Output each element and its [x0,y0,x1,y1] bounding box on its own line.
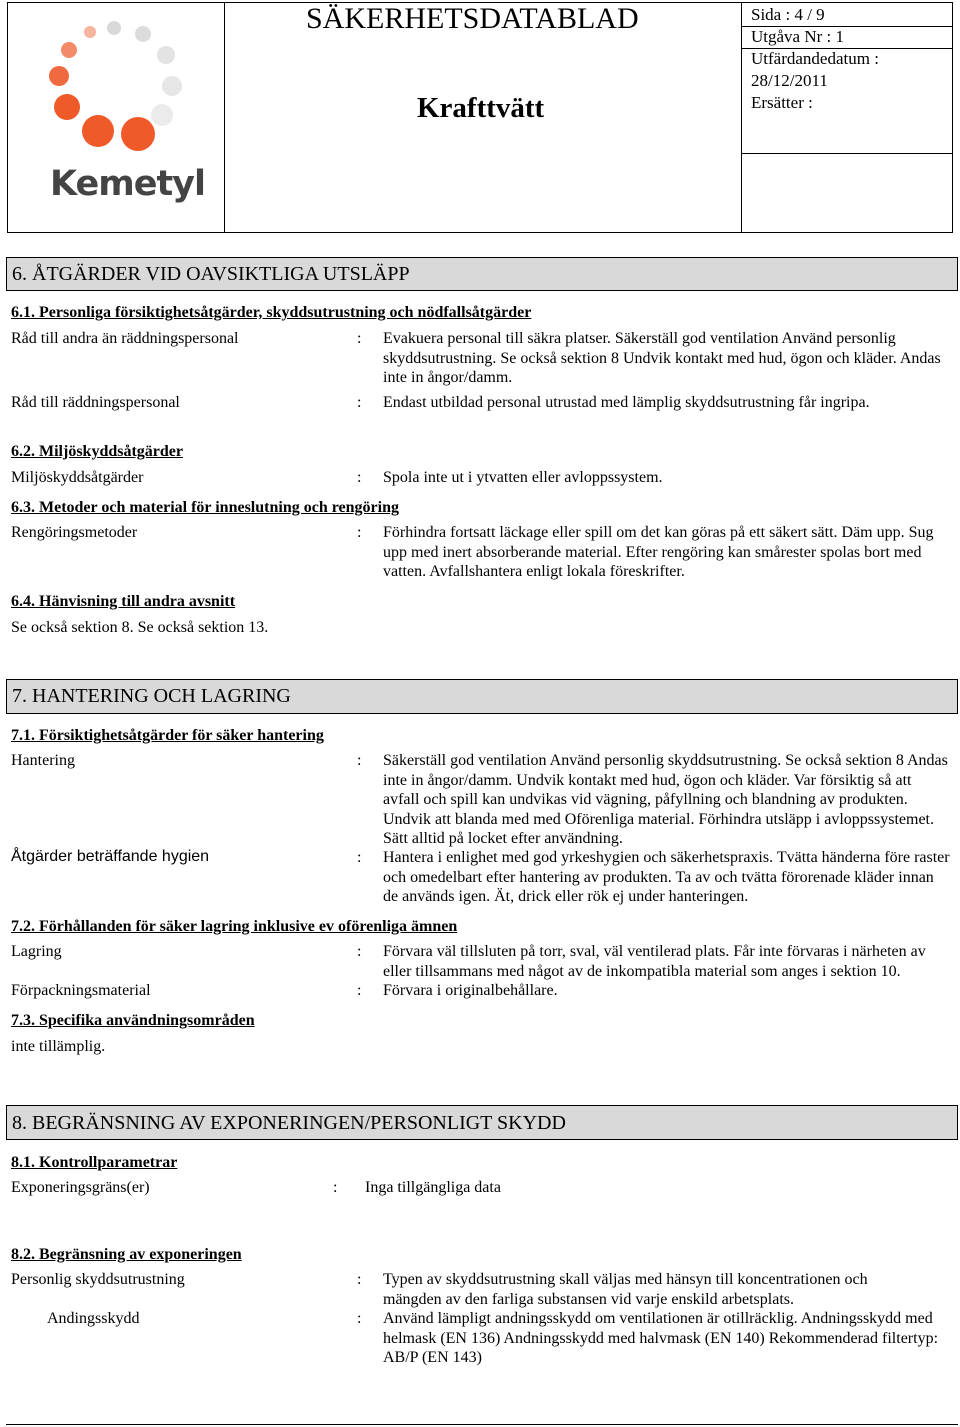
field-colon: : [357,849,362,866]
section-7-title: 7. HANTERING OCH LAGRING [12,685,291,707]
field-label: Miljöskyddsåtgärder [11,469,144,486]
usage-text: inte tillämplig. [11,1038,106,1055]
footer-divider [6,1424,958,1425]
product-name: Krafttvätt [417,92,545,124]
section-6-title: 6. ÅTGÄRDER VID OAVSIKTLIGA UTSLÄPP [12,263,410,285]
field-colon: : [357,394,362,411]
field-value: Typen av skyddsutrustning skall väljas med hänsyn till koncentrationen och mängden av den farliga substansen vid varje enskild arbetsplats. [383,1271,868,1308]
field-label: Rengöringsmetoder [11,524,138,541]
field-colon: : [357,752,362,769]
subsection-6-2-title: 6.2. Miljöskyddsåtgärder [11,443,183,460]
field-value: Förvara väl tillsluten på torr, sval, väl ventilerad plats. Får inte förvaras i närheten av eller tillsammans med något av de inkompatibla material som anges i sektion 10. [383,943,926,980]
field-colon: : [357,1271,362,1288]
field-value: Använd lämpligt andningsskydd om ventilationen är otillräcklig. Andningsskydd med helmask (EN 136) Andningsskydd med halvmask (EN 140) Rekommenderad filtertyp: AB/P (EN 143) [383,1310,939,1366]
field-label: Förpackningsmaterial [11,982,151,999]
field-colon: : [357,469,362,486]
field-label: Hantering [11,752,75,769]
page-number: Sida : 4 / 9 [751,5,825,24]
issue-date-label: Utfärdandedatum : [751,49,879,68]
section-6-heading [6,257,958,291]
subsection-6-1-title: 6.1. Personliga försiktighetsåtgärder, skyddsutrustning och nödfallsåtgärder [11,304,532,321]
field-colon: : [357,1310,362,1327]
replaces-label: Ersätter : [751,93,813,112]
version-number: Utgåva Nr : 1 [751,27,845,46]
subsection-7-3-title: 7.3. Specifika användningsområden [11,1012,255,1029]
field-value: Inga tillgängliga data [365,1179,501,1196]
field-value: Spola inte ut i ytvatten eller avloppssystem. [383,469,663,486]
section-8-heading [6,1105,958,1140]
field-value: Förvara i originalbehållare. [383,982,558,999]
section-7-heading [6,679,958,714]
field-colon: : [357,524,362,541]
subsection-6-4-title: 6.4. Hänvisning till andra avsnitt [11,593,236,610]
field-label: Lagring [11,943,62,960]
field-colon: : [333,1179,338,1196]
logo-dots-icon [49,21,182,151]
field-label: Exponeringsgräns(er) [11,1179,150,1196]
field-value: Förhindra fortsatt läckage eller spill om det kan göras på ett säkert sätt. Däm upp. Sug upp med inert absorberande material. Efter rengöring kan smårester spolas bort med vatten. Avfallshantera enligt lokala föreskrifter. [383,524,934,580]
logo-wordmark: Kemetyl [50,164,205,204]
field-label: Andingsskydd [47,1310,140,1327]
field-value: Säkerställ god ventilation Använd personlig skyddsutrustning. Se också sektion 8 Andas inte in ångor/damm. Undvik kontakt med hud, ögon och kläder. Var försiktig så att avfall och spill kan undvikas vid vägning, påfyllning och blandning av produkten. Undvik att blanda med med Oförenliga material. Förhindra utsläpp i avloppssystemet. Sätt alltid på locket efter användning. [383,752,948,847]
reference-text: Se också sektion 8. Se också sektion 13. [11,619,269,636]
document-title: SÄKERHETSDATABLAD [306,2,639,35]
field-colon: : [357,330,362,347]
field-label: Personlig skyddsutrustning [11,1271,185,1288]
field-label: Råd till andra än räddningspersonal [11,330,239,347]
field-value: Hantera i enlighet med god yrkeshygien och säkerhetspraxis. Tvätta händerna före raster och omedelbart efter hantering av produkten. Ta av och tvätta förorenade kläder innan de används igen. Ät, drick eller rök ej under hanteringen. [383,849,950,905]
subsection-7-1-title: 7.1. Försiktighetsåtgärder för säker hantering [11,727,324,744]
issue-date: 28/12/2011 [751,71,828,90]
subsection-8-2-title: 8.2. Begränsning av exponeringen [11,1246,242,1263]
section-8-title: 8. BEGRÄNSNING AV EXPONERINGEN/PERSONLIGT SKYDD [12,1112,566,1134]
subsection-6-3-title: 6.3. Metoder och material för inneslutning och rengöring [11,499,399,516]
field-label: Åtgärder beträffande hygien [11,848,210,865]
field-label: Råd till räddningspersonal [11,394,180,411]
field-colon: : [357,943,362,960]
field-value: Endast utbildad personal utrustad med lämplig skyddsutrustning får ingripa. [383,394,870,411]
field-colon: : [357,982,362,999]
field-value: Evakuera personal till säkra platser. Säkerställ god ventilation Använd personlig skyddsutrustning. Se också sektion 8 Undvik kontakt med hud, ögon och kläder. Andas inte in ångor/damm. [383,330,941,386]
subsection-8-1-title: 8.1. Kontrollparametrar [11,1154,178,1171]
subsection-7-2-title: 7.2. Förhållanden för säker lagring inklusive ev oförenliga ämnen [11,918,458,935]
